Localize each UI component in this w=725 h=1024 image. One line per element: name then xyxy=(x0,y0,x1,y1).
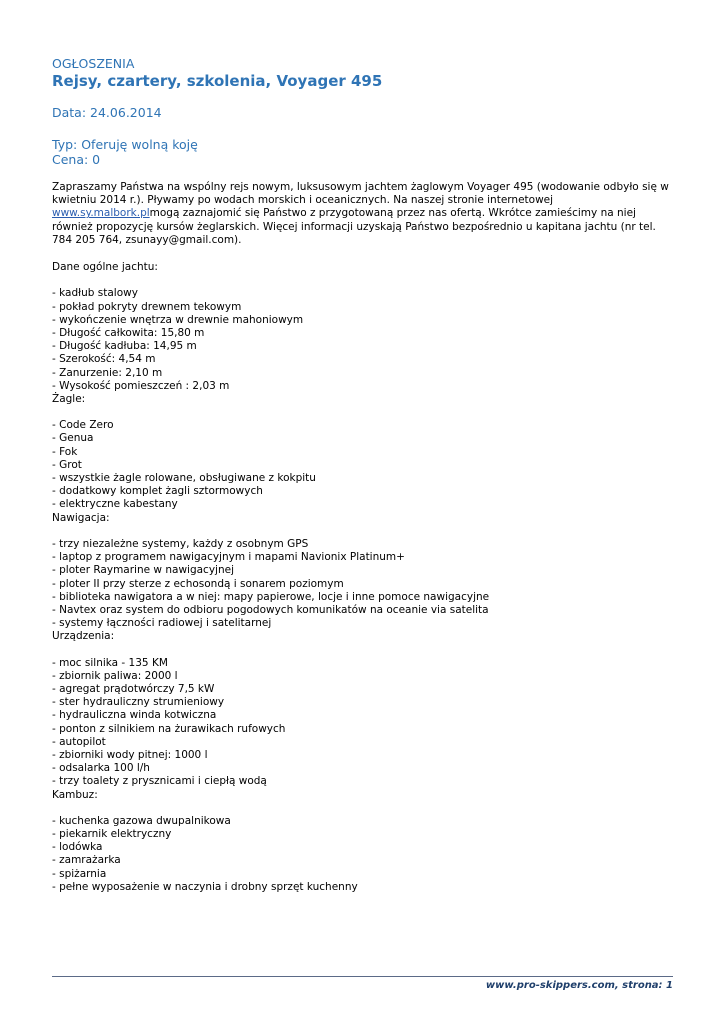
list-item: - Navtex oraz system do odbioru pogodowych komunikatów na oceanie via satelita xyxy=(52,603,489,616)
list-item: - ster hydrauliczny strumieniowy xyxy=(52,696,225,709)
section-heading: Urządzenia: xyxy=(52,630,115,643)
section-heading: Dane ogólne jachtu: xyxy=(52,261,158,273)
list-item: - ploter II przy sterze z echosondą i sonarem poziomym xyxy=(52,577,344,590)
page-title: Rejsy, czartery, szkolenia, Voyager 495 xyxy=(52,72,383,90)
footer-text: www.pro-skippers.com, strona: 1 xyxy=(485,980,673,991)
list-item: - moc silnika - 135 KM xyxy=(52,656,168,669)
list-item: - ploter Raymarine w nawigacyjnej xyxy=(52,564,234,577)
intro-text-after-link: mogą zaznajomić się Państwo z przygotowaną przez nas ofertą. Wkrótce zamieścimy na niej również propozycję kursów żeglarskich. Więcej informacji uzyskają Państwo bezpośrednio u kapitana jachtu (nr tel. 784 205 764, zsunayy@gmail.com). xyxy=(52,207,656,246)
intro-paragraph xyxy=(52,181,677,247)
list-item: - agregat prądotwórczy 7,5 kW xyxy=(52,683,215,695)
list-item: - Długość kadłuba: 14,95 m xyxy=(52,340,197,353)
list-item: - lodówka xyxy=(52,841,103,854)
list-item: - Szerokość: 4,54 m xyxy=(52,353,156,366)
list-item: - trzy niezależne systemy, każdy z osobnym GPS xyxy=(52,537,309,550)
list-item: - piekarnik elektryczny xyxy=(52,828,172,841)
section-heading: Kambuz: xyxy=(52,788,98,801)
listing-type: Typ: Oferuję wolną koję xyxy=(52,137,198,152)
website-link[interactable]: www.sy.malbork.pl xyxy=(52,207,150,220)
blank-line xyxy=(52,406,677,419)
list-item: - kuchenka gazowa dwupalnikowa xyxy=(52,814,231,827)
list-item: - zbiorniki wody pitnej: 1000 l xyxy=(52,748,208,761)
list-item: - pokład pokryty drewnem tekowym xyxy=(52,300,242,313)
list-item: - laptop z programem nawigacyjnym i mapami Navionix Platinum+ xyxy=(52,551,405,564)
list-item: - zamrażarka xyxy=(52,854,121,867)
list-item: - dodatkowy komplet żagli sztormowych xyxy=(52,485,263,498)
list-item: - spiżarnia xyxy=(52,867,107,880)
list-item: - wszystkie żagle rolowane, obsługiwane z kokpitu xyxy=(52,472,316,484)
list-item: - odsalarka 100 l/h xyxy=(52,762,150,775)
listing-date: Data: 24.06.2014 xyxy=(52,105,162,120)
list-item: - wykończenie wnętrza w drewnie mahoniowym xyxy=(52,313,304,326)
blank-line xyxy=(52,274,677,287)
yacht-details xyxy=(52,261,677,894)
list-item: - elektryczne kabestany xyxy=(52,498,178,511)
list-item: - hydrauliczna winda kotwiczna xyxy=(52,709,217,722)
list-item: - kadłub stalowy xyxy=(52,287,138,300)
list-item: - Długość całkowita: 15,80 m xyxy=(52,326,205,339)
footer-divider xyxy=(52,976,673,977)
list-item: - Fok xyxy=(52,445,78,458)
list-item: - ponton z silnikiem na żurawikach rufowych xyxy=(52,722,286,735)
list-item: - Wysokość pomieszczeń : 2,03 m xyxy=(52,379,230,392)
list-item: - pełne wyposażenie w naczynia i drobny sprzęt kuchenny xyxy=(52,880,358,893)
list-item: - Genua xyxy=(52,432,94,445)
list-item: - Code Zero xyxy=(52,419,114,432)
list-item: - autopilot xyxy=(52,735,106,748)
list-item: - trzy toalety z prysznicami i ciepłą wodą xyxy=(52,775,267,788)
list-item: - biblioteka nawigatora a w niej: mapy papierowe, locje i inne pomoce nawigacyjne xyxy=(52,590,490,603)
list-item: - Zanurzenie: 2,10 m xyxy=(52,366,163,379)
blank-line xyxy=(52,802,677,815)
intro-text-before-link: Zapraszamy Państwa na wspólny rejs nowym, luksusowym jachtem żaglowym Voyager 495 (wodowanie odbyło się w kwietniu 2014 r.). Pływamy po wodach morskich i oceanicznych. Na naszej stronie internetowej xyxy=(52,181,669,207)
list-item: - zbiornik paliwa: 2000 l xyxy=(52,669,178,682)
section-label: OGŁOSZENIA xyxy=(52,56,135,71)
section-heading: Nawigacja: xyxy=(52,511,110,524)
list-item: - Grot xyxy=(52,458,82,471)
listing-price: Cena: 0 xyxy=(52,152,101,167)
blank-line xyxy=(52,525,677,538)
section-heading: Żagle: xyxy=(52,392,86,405)
blank-line xyxy=(52,643,677,656)
list-item: - systemy łączności radiowej i satelitarnej xyxy=(52,617,272,630)
